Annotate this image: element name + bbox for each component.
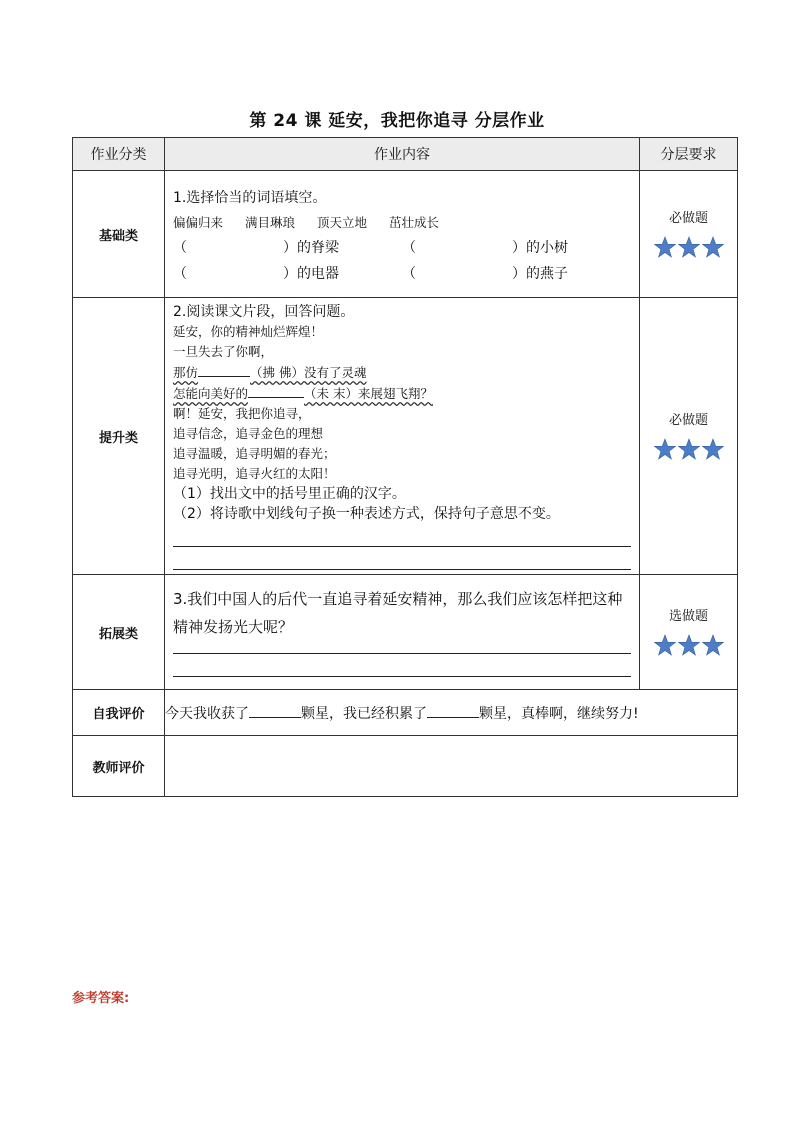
star-rating — [654, 634, 724, 656]
poem-line: 追寻光明，追寻火红的太阳！ — [173, 466, 336, 481]
row-basic — [73, 171, 738, 298]
stars-earned-blank[interactable] — [249, 703, 301, 718]
star-icon — [654, 634, 676, 656]
requirement-basic — [640, 171, 738, 298]
category-basic: 基础类 — [73, 171, 165, 298]
fill-row-1 — [173, 241, 631, 255]
poem-line: 啊！延安，我把你追寻， — [173, 406, 311, 421]
word-2: 满目琳琅 — [245, 214, 296, 230]
header-content: 作业内容 — [165, 138, 640, 171]
answer-line[interactable] — [173, 654, 631, 677]
poem-line: 延安，你的精神灿烂辉煌！ — [173, 324, 324, 339]
row-advanced — [73, 298, 738, 575]
fill-item: （ ） 的电器 — [173, 266, 339, 283]
question-1: 1.选择恰当的词语填空。 — [173, 189, 327, 206]
self-eval-content: 今天我收获了 颗星，我已经积累了 颗星，真棒啊，继续努力! — [165, 690, 738, 736]
answer-blank[interactable] — [198, 362, 250, 377]
header-category: 作业分类 — [73, 138, 165, 171]
star-rating — [654, 438, 724, 460]
fill-item: （ ） 的小树 — [402, 240, 568, 257]
star-icon — [702, 634, 724, 656]
requirement-label: 必做题 — [668, 210, 708, 226]
requirement-label: 必做题 — [668, 412, 708, 428]
star-icon — [678, 236, 700, 258]
sub-question-1: （1）找出文中的括号里正确的汉字。 — [173, 486, 406, 502]
star-rating — [654, 236, 724, 258]
row-self-eval — [73, 690, 738, 736]
requirement-advanced — [640, 298, 738, 575]
row-teacher-eval — [73, 736, 738, 797]
category-extended: 拓展类 — [73, 575, 165, 690]
poem-line-underlined: 怎能向美好的 （未 末）来展翅飞翔？ — [173, 383, 631, 404]
star-icon — [702, 438, 724, 460]
answer-line[interactable] — [173, 547, 631, 570]
answer-line[interactable] — [173, 641, 631, 654]
star-icon — [678, 438, 700, 460]
star-icon — [654, 236, 676, 258]
fill-item: （ ） 的脊梁 — [173, 240, 339, 257]
sub-question-2: （2）将诗歌中划线句子换一种表述方式，保持句子意思不变。 — [173, 506, 560, 522]
answer-line[interactable] — [173, 524, 631, 547]
word-4: 茁壮成长 — [389, 214, 440, 230]
word-3: 顶天立地 — [317, 214, 368, 230]
content-basic — [165, 171, 640, 298]
reference-answers-heading: 参考答案: — [72, 991, 130, 1006]
question-2: 2.阅读课文片段，回答问题。 — [173, 304, 355, 320]
category-teacher-eval: 教师评价 — [73, 736, 165, 797]
content-advanced — [165, 298, 640, 575]
category-self-eval: 自我评价 — [73, 690, 165, 736]
answer-blank[interactable] — [248, 383, 304, 398]
fill-item: （ ） 的燕子 — [402, 266, 568, 283]
page-title: 第 24 课 延安，我把你追寻 分层作业 — [249, 111, 545, 131]
homework-table — [72, 137, 738, 797]
poem-line-underlined: 那仿 （拂 佛）没有了灵魂 — [173, 362, 631, 383]
stars-total-blank[interactable] — [427, 703, 479, 718]
poem-excerpt — [173, 322, 631, 484]
word-1: 偏偏归来 — [173, 214, 224, 230]
content-extended — [165, 575, 640, 690]
question-3: 3.我们中国人的后代一直追寻着延安精神，那么我们应该怎样把这种精神发扬光大呢？ — [173, 590, 623, 636]
poem-line: 一旦失去了你啊， — [173, 344, 274, 359]
poem-line: 追寻温暖，追寻明媚的春光； — [173, 446, 336, 461]
poem-line: 追寻信念，追寻金色的理想 — [173, 426, 324, 441]
star-icon — [678, 634, 700, 656]
requirement-extended — [640, 575, 738, 690]
row-extended — [73, 575, 738, 690]
fill-row-2 — [173, 267, 631, 281]
teacher-eval-content[interactable] — [165, 736, 738, 797]
star-icon — [654, 438, 676, 460]
header-requirement: 分层要求 — [640, 138, 738, 171]
table-header-row — [73, 138, 738, 171]
star-icon — [702, 236, 724, 258]
category-advanced: 提升类 — [73, 298, 165, 575]
requirement-label: 选做题 — [668, 608, 708, 624]
word-bank — [173, 214, 631, 230]
